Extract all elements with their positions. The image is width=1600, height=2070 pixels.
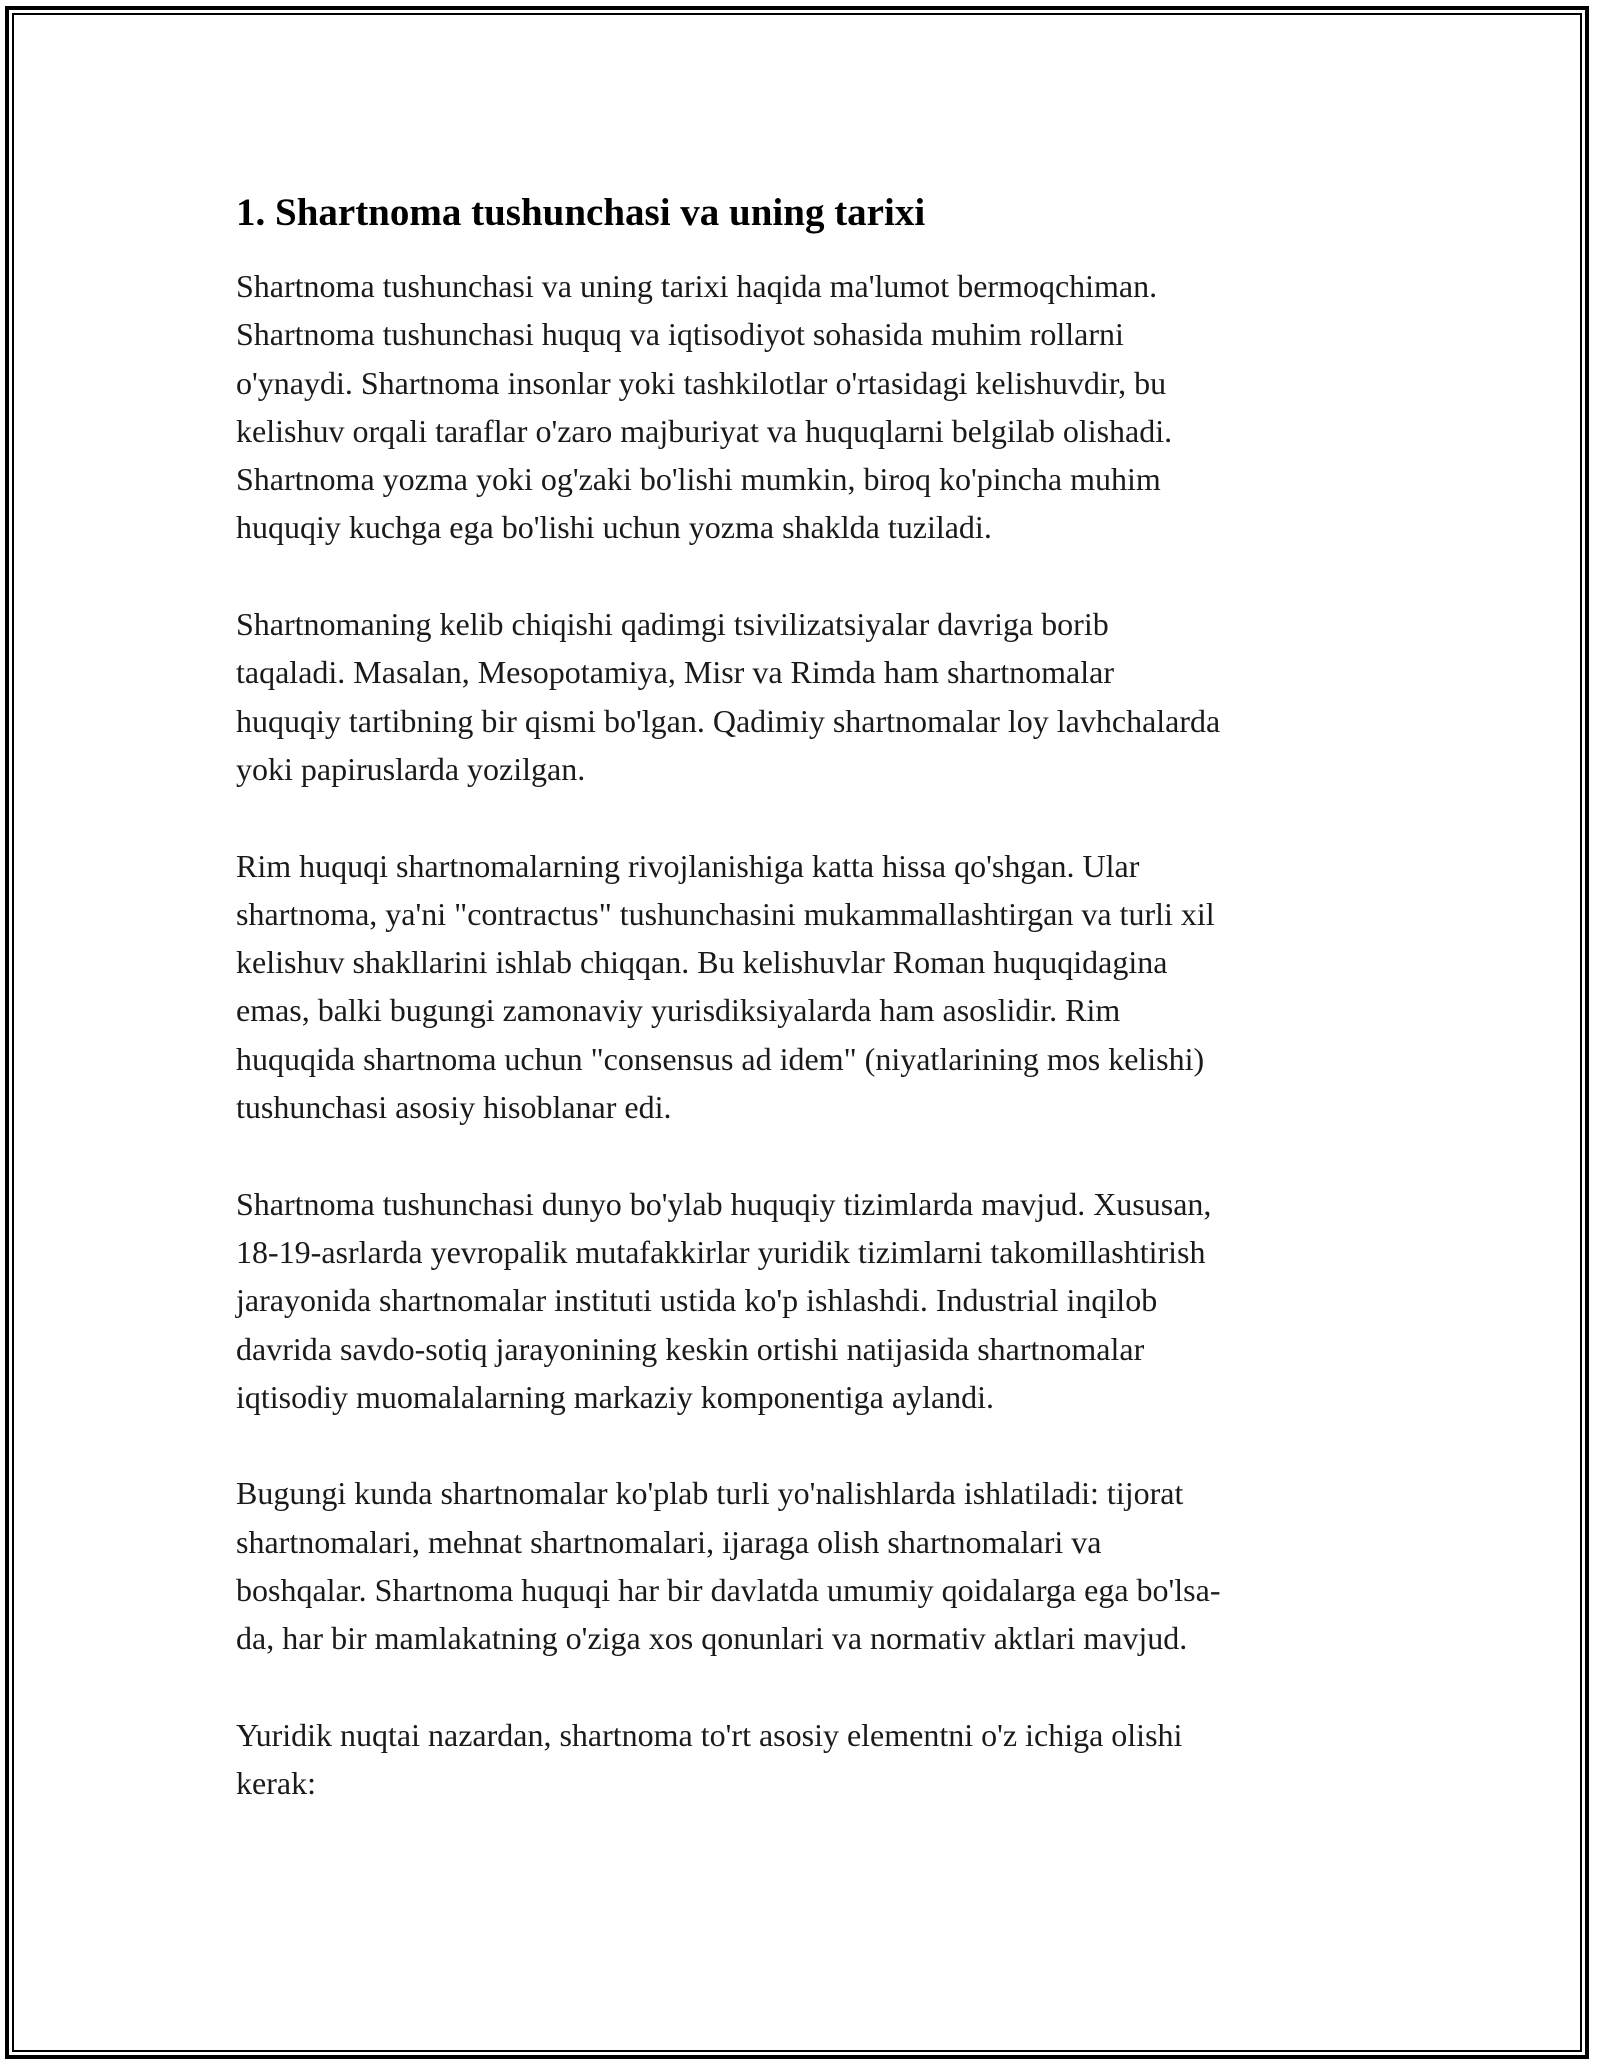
paragraph-definition: Shartnoma tushunchasi va uning tarixi haqida ma'lumot bermoqchiman. Shartnoma tushunchasi huquq va iqtisodiyot sohasida muhim rollarni o'ynaydi. Shartnoma insonlar yoki tashkilotlar o'rtasidagi kelishuvdir, bu kelishuv orqali taraflar o'zaro majburiyat va huquqlarni belgilab olishadi. Shartnoma yozma yoki og'zaki bo'lishi mumkin, biroq ko'pincha muhim huquqiy kuchga ega bo'lishi uchun yozma shaklda tuziladi. <box>236 268 1173 546</box>
paragraph-legal-elements: Yuridik nuqtai nazardan, shartnoma to'rt asosiy elementni o'z ichiga olishi kerak: <box>236 1716 1183 1802</box>
paragraph-modern-history: Shartnoma tushunchasi dunyo bo'ylab huquqiy tizimlarda mavjud. Xususan, 18-19-asrlarda yevropalik mutafakkirlar yuridik tizimlarni takomillashtirish jarayonida shartnomalar instituti ustida ko'p ishlashdi. Industrial inqilob davrida savdo-sotiq jarayonining keskin ortishi natijasida shartnomalar iqtisodiy muomalalarning markaziy komponentiga aylandi. <box>236 1185 1212 1415</box>
paragraph-roman-law: Rim huquqi shartnomalarning rivojlanishiga katta hissa qo'shgan. Ular shartnoma, ya'ni "contractus" tushunchasini mukammallashtirgan va turli xil kelishuv shakllarini ishlab chiqqan. Bu kelishuvlar Roman huquqidagina emas, balki bugungi zamonaviy yurisdiksiyalarda ham asoslidir. Rim huquqida shartnoma uchun "consensus ad idem" (niyatlarining mos kelishi) tushunchasi asosiy hisoblanar edi. <box>236 847 1215 1126</box>
section-heading: 1. Shartnoma tushunchasi va uning tarixi <box>236 191 926 234</box>
document-body <box>236 185 1376 1856</box>
paragraph-present-day: Bugungi kunda shartnomalar ko'plab turli yo'nalishlarda ishlatiladi: tijorat shartnomalari, mehnat shartnomalari, ijaraga olish shartnomalari va boshqalar. Shartnoma huquqi har bir davlatda umumiy qoidalarga ega bo'lsa- da, har bir mamlakatning o'ziga xos qonunlari va normativ aktlari mavjud. <box>236 1475 1221 1657</box>
paragraph-origins: Shartnomaning kelib chiqishi qadimgi tsivilizatsiyalar davriga borib taqaladi. Masalan, Mesopotamiya, Misr va Rimda ham shartnomalar huquqiy tartibning bir qismi bo'lgan. Qadimiy shartnomalar loy lavhchalarda yoki papiruslarda yozilgan. <box>236 606 1221 787</box>
